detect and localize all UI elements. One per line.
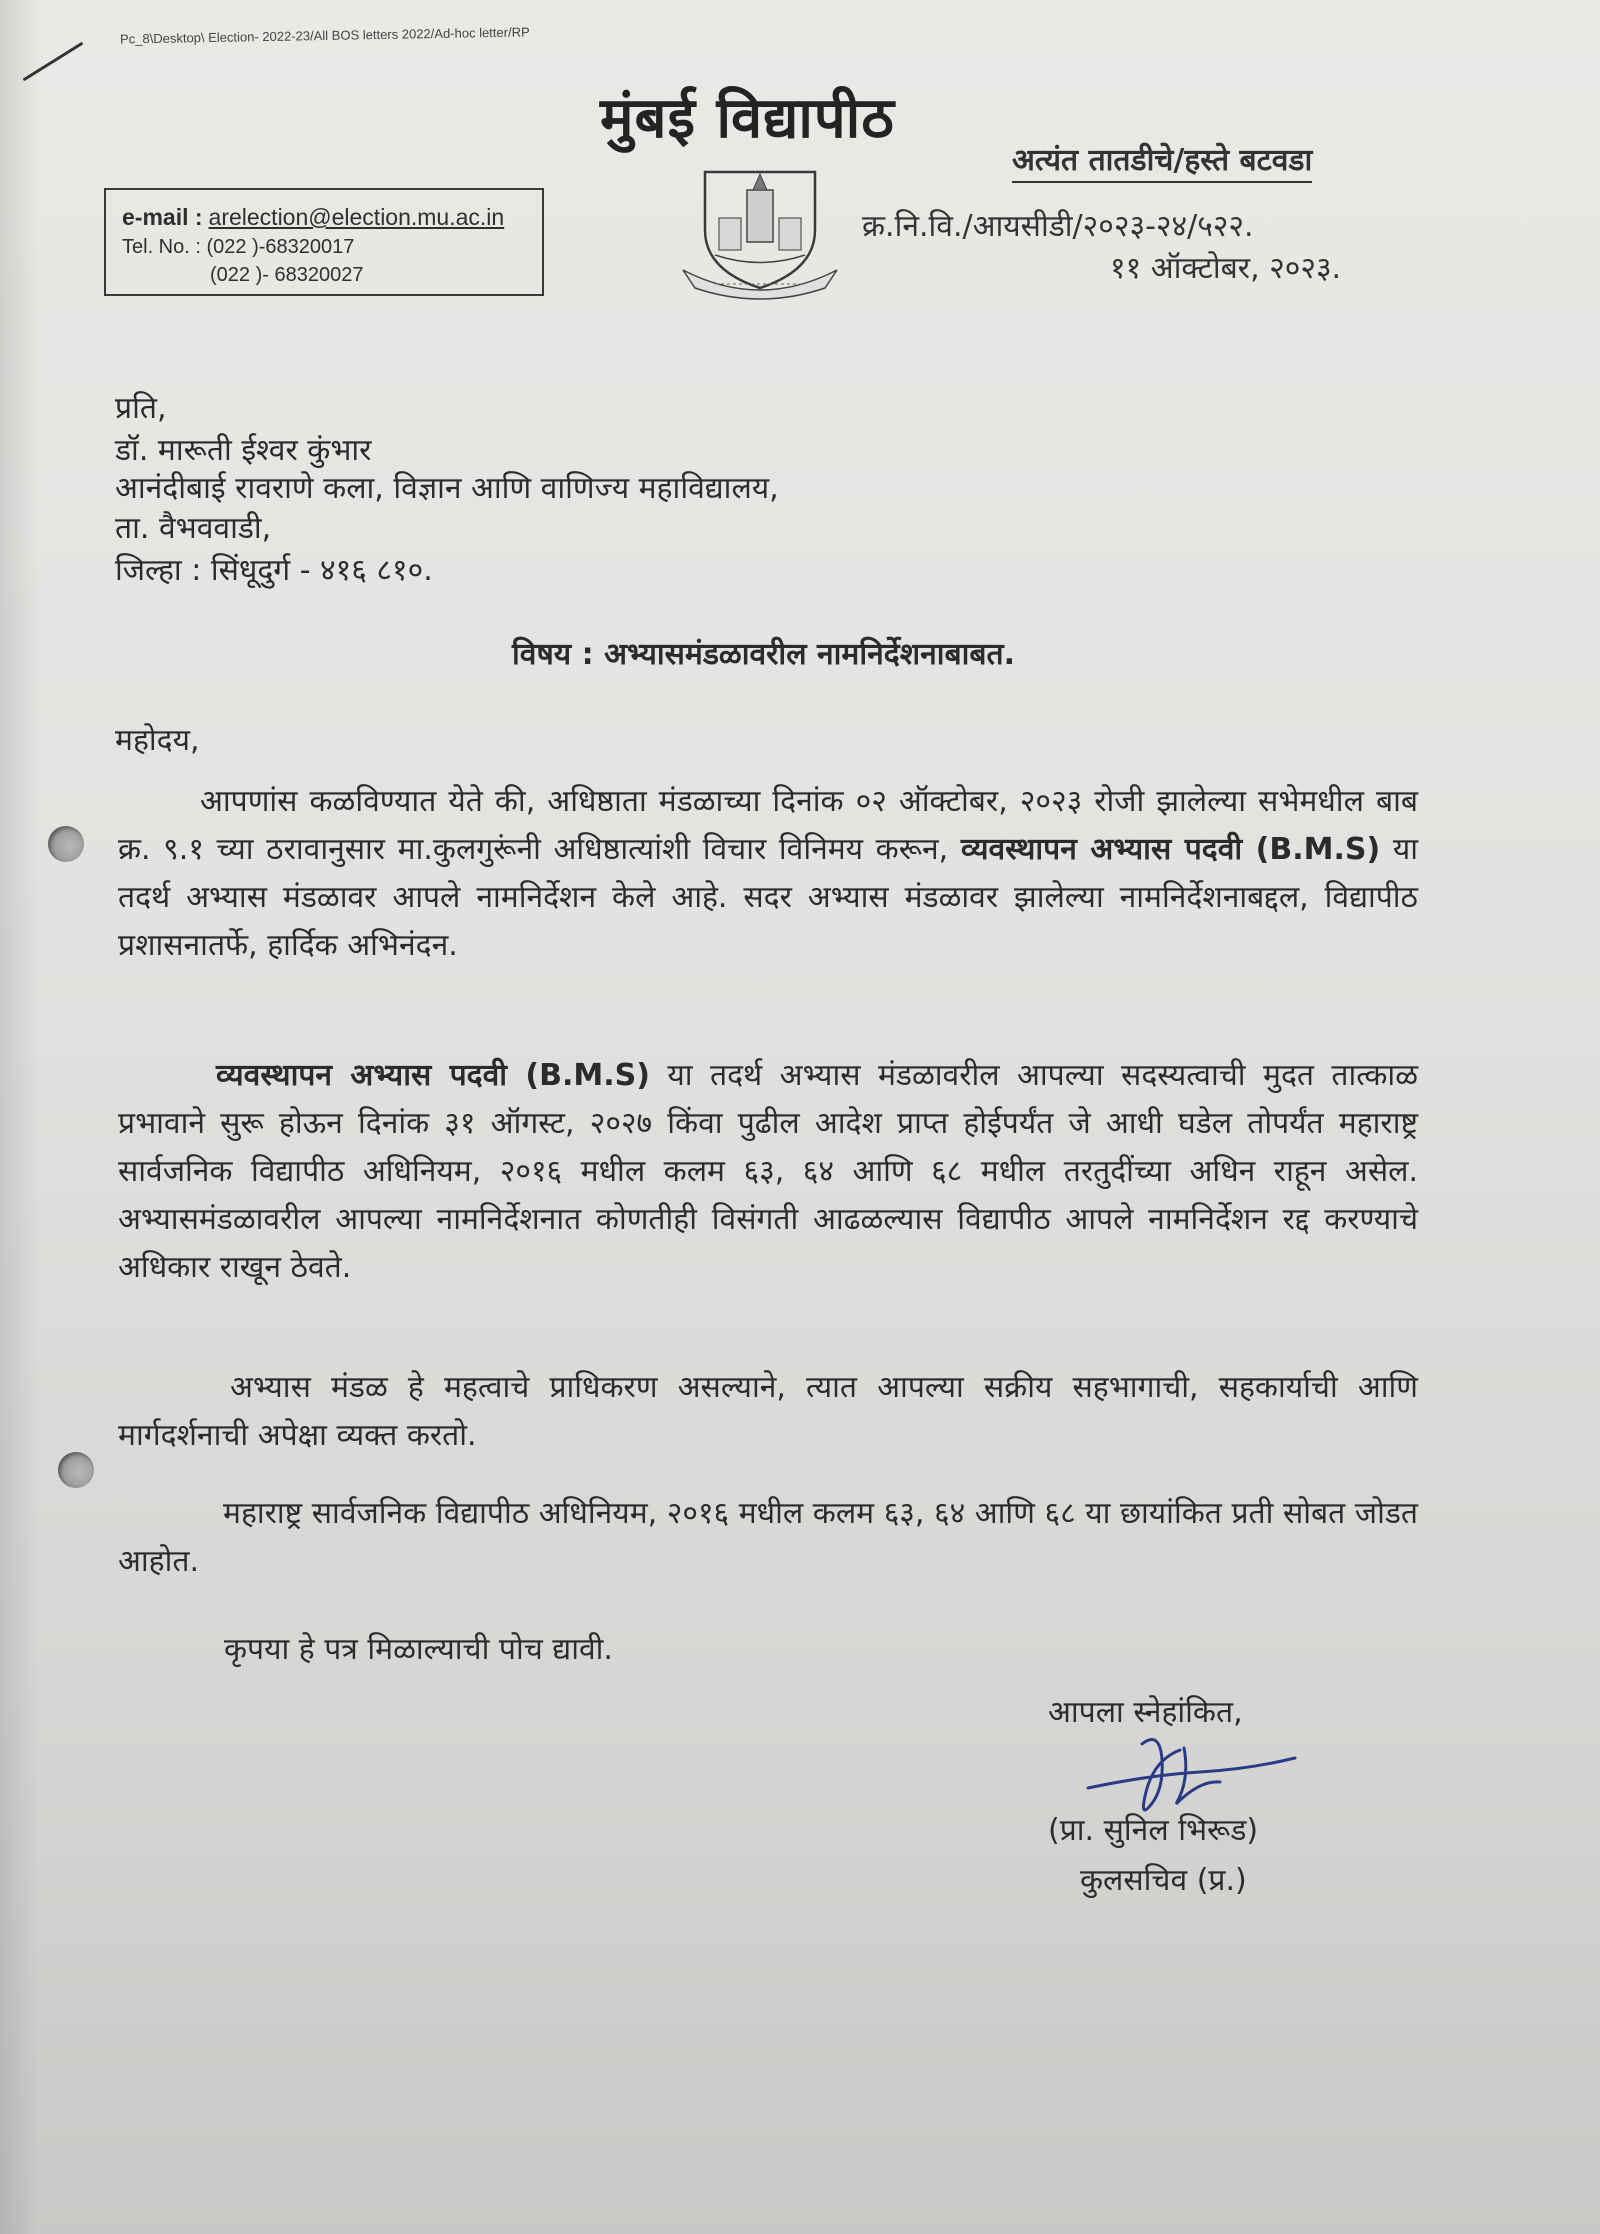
signatory-name: (प्रा. सुनिल भिरूड) [1048,1813,1259,1848]
punch-hole [48,826,84,862]
tel-label: Tel. No. : [122,236,201,258]
punch-hole [58,1452,94,1488]
paragraph-2-text: या तदर्थ अभ्यास मंडळावरील आपल्या सदस्यत्वाची मुदत तात्काळ प्रभावाने सुरू होऊन दिनांक ३१ ऑगस्ट, २०२७ किंवा पुढील आदेश प्राप्त होईपर्यंत जे आधी घडेल तोपर्यंत महाराष्ट्र सार्वजनिक विद्यापीठ अधिनियम, २०१६ मधील कलम ६३, ६४ आणि ६८ मधील तरतुदींच्या अधिन राहून असेल. अभ्यासमंडळावरील आपल्या नामनिर्देशनात कोणतीही विसंगती आढळल्यास विद्यापीठ आपले नामनिर्देशन रद्द करण्याचे अधिकार राखून ठेवते. [118,1058,1419,1285]
paragraph-1 [118,778,1418,970]
paragraph-5: कृपया हे पत्र मिळाल्याची पोच द्यावी. [224,1632,613,1667]
closing: आपला स्नेहांकित, [1048,1695,1243,1730]
tel-number-1: (022 )-68320017 [206,236,355,258]
paragraph-2 [118,1052,1418,1292]
recipient-district: जिल्हा : सिंधूदुर्ग - ४१६ ८१०. [115,553,433,588]
recipient-college: आनंदीबाई रावराणे कला, विज्ञान आणि वाणिज्य महाविद्यालय, [115,471,779,506]
salutation: महोदय, [115,723,200,758]
paragraph-3: अभ्यास मंडळ हे महत्वाचे प्राधिकरण असल्याने, त्यात आपल्या सक्रीय सहभागाची, सहकार्याची आणि मार्गदर्शनाची अपेक्षा व्यक्त करतो. [118,1370,1418,1453]
reference-date: ११ ऑक्टोबर, २०२३. [1110,251,1342,286]
page-shadow [0,0,40,2234]
recipient-name: डॉ. मारूती ईश्वर कुंभार [115,433,372,468]
contact-box [104,188,544,296]
signatory-designation: कुलसचिव (प्र.) [1080,1863,1247,1898]
paragraph-1-bold: व्यवस्थापन अभ्यास पदवी (B.M.S) [960,832,1381,867]
university-name: मुंबई विद्यापीठ [600,86,895,151]
university-emblem-icon [675,160,845,300]
paragraph-1-text-b: या तदर्थ अभ्यास मंडळावर आपले नामनिर्देशन केले आहे. सदर अभ्यास मंडळावर झालेल्या नामनिर्देशनाबद्दल, विद्यापीठ प्रशासनातर्फे, हार्दिक अभिनंदन. [118,832,1418,963]
paragraph-2-bold: व्यवस्थापन अभ्यास पदवी (B.M.S) [216,1058,650,1093]
urgent-label: अत्यंत तातडीचे/हस्ते बटवडा [1012,138,1312,183]
email-address: arelection@election.mu.ac.in [208,204,505,230]
email-label: e-mail : [122,204,203,230]
paragraph-1-text-a: आपणांस कळविण्यात येते की, अधिष्ठाता मंडळाच्या दिनांक ०२ ऑक्टोबर, २०२३ रोजी झालेल्या सभेमधील बाब क्र. ९.१ च्या ठरावानुसार मा.कुलगुरूंनी अधिष्ठात्यांशी विचार विनिमय करून, [118,784,1418,867]
recipient-to: प्रति, [115,391,167,426]
subject-line: विषय : अभ्यासमंडळावरील नामनिर्देशनाबाबत. [512,637,1016,672]
file-path: Pc_8\Desktop\ Election- 2022-23/All BOS letters 2022/Ad-hoc letter/RP [119,24,530,47]
reference-number: क्र.नि.वि./आयसीडी/२०२३-२४/५२२. [862,209,1254,244]
paragraph-4: महाराष्ट्र सार्वजनिक विद्यापीठ अधिनियम, २०१६ मधील कलम ६३, ६४ आणि ६८ या छायांकित प्रती सोबत जोडत आहोत. [118,1496,1418,1579]
phone-line-1 [122,236,354,259]
tel-number-2: (022 )- 68320027 [210,264,364,286]
recipient-taluka: ता. वैभववाडी, [115,511,272,546]
email-line [122,204,504,231]
